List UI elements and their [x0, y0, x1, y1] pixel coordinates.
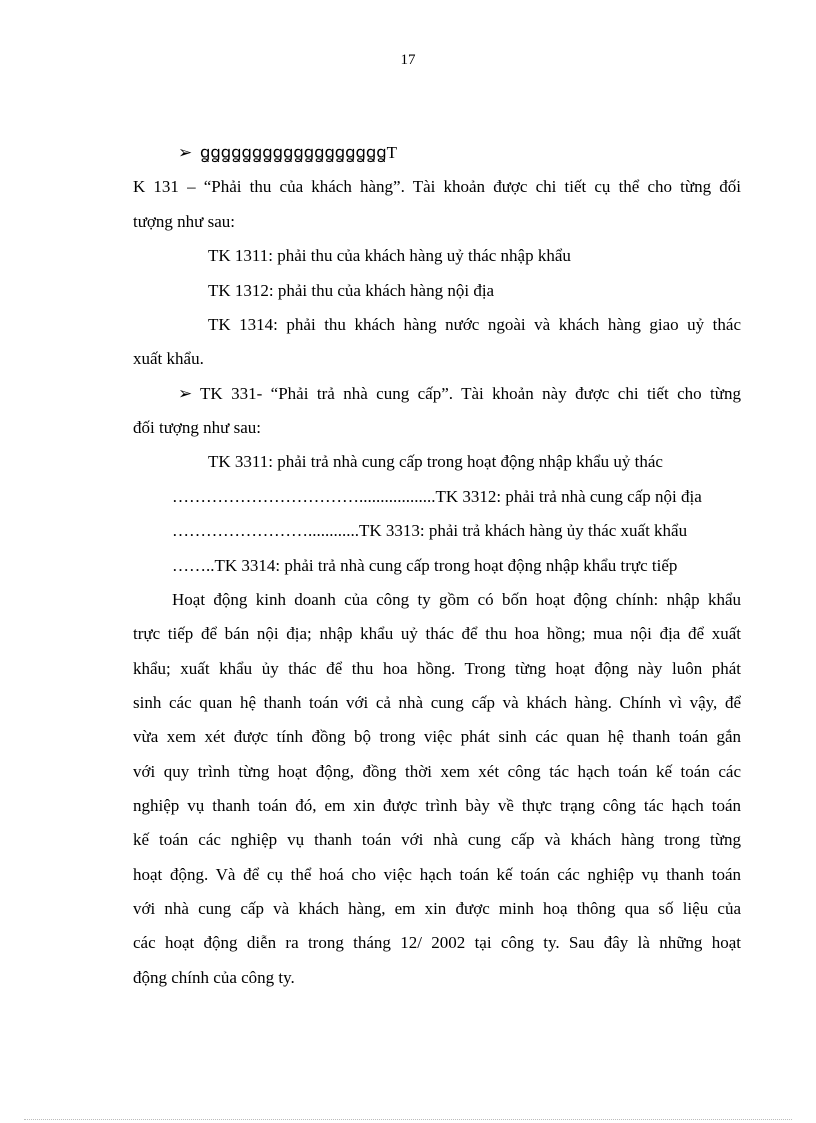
account-tk3312-line — [172, 486, 780, 508]
account-tk1311: TK 1311: phải thu của khách hàng uỷ thác nhập khẩu — [208, 246, 571, 265]
paragraph-line-1: Hoạt động kinh doanh của công ty gồm có bốn hoạt động chính: nhập khẩu — [172, 590, 741, 609]
account-tk1312: TK 1312: phải thu của khách hàng nội địa — [208, 281, 495, 300]
body-line-3: tượng như sau: — [133, 212, 236, 231]
paragraph-line-2: trực tiếp để bán nội địa; nhập khẩu uỷ thác để thu hoa hồng; mua nội địa để xuất — [133, 624, 741, 643]
leader-dots: …………………………….................. — [172, 487, 436, 506]
paragraph-line-9: hoạt động. Và để cụ thể hoá cho việc hạch toán kế toán các nghiệp vụ thanh toán — [133, 865, 741, 884]
account-tk3313-line — [172, 520, 780, 542]
paragraph-line-10: với nhà cung cấp và khách hàng, em xin được minh hoạ thông qua số liệu của — [133, 899, 741, 918]
garbled-bullet-line — [178, 142, 741, 164]
account-tk1314: TK 1314: phải thu khách hàng nước ngoài và khách hàng giao uỷ thác — [208, 315, 741, 334]
paragraph-line-11: các hoạt động diễn ra trong tháng 12/ 2002 tại công ty. Sau đây là những hoạt — [133, 933, 741, 952]
bullet-arrow-icon: ➢ — [178, 384, 193, 403]
paragraph-line-12: động chính của công ty. — [133, 968, 295, 987]
garbled-glyphs: ꬶꬶꬶꬶꬶꬶꬶꬶꬶꬶꬶꬶꬶꬶꬶꬶꬶꬶT — [200, 143, 398, 162]
body-line-2: K 131 – “Phải thu của khách hàng”. Tài khoản được chi tiết cụ thể cho từng đối — [133, 177, 741, 196]
paragraph-line-3: khẩu; xuất khẩu ủy thác để thu hoa hồng. Trong từng hoạt động này luôn phát — [133, 659, 741, 678]
leader-dots: ……………………............ — [172, 521, 359, 540]
paragraph-line-4: sinh các quan hệ thanh toán với cả nhà cung cấp và khách hàng. Chính vì vậy, để — [133, 693, 741, 712]
paragraph-line-6: với quy trình từng hoạt động, đồng thời xem xét công tác hạch toán kế toán các — [133, 762, 741, 781]
account-tk3313: TK 3313: phải trả khách hàng ủy thác xuất khẩu — [359, 521, 688, 540]
tk331-bullet-line — [178, 383, 741, 405]
bottom-divider — [24, 1119, 792, 1120]
page-number: 17 — [400, 52, 416, 68]
account-tk3312: TK 3312: phải trả nhà cung cấp nội địa — [435, 487, 702, 506]
paragraph-line-8: kế toán các nghiệp vụ thanh toán với nhà cung cấp và khách hàng trong từng — [133, 830, 741, 849]
bullet-arrow-icon: ➢ — [178, 143, 193, 162]
body-line-9: đối tượng như sau: — [133, 418, 261, 437]
account-tk1314-cont: xuất khẩu. — [133, 349, 204, 368]
leader-dots: …….. — [172, 556, 215, 575]
account-tk3314-line — [172, 555, 780, 577]
paragraph-line-7: nghiệp vụ thanh toán đó, em xin được trình bày về thực trạng công tác hạch toán — [133, 796, 741, 815]
tk331-heading: TK 331- “Phải trả nhà cung cấp”. Tài khoản này được chi tiết cho từng — [200, 384, 741, 403]
paragraph-line-5: vừa xem xét được tính đồng bộ trong việc phát sinh các quan hệ thanh toán gắn — [133, 727, 741, 746]
account-tk3314: TK 3314: phải trả nhà cung cấp trong hoạt động nhập khẩu trực tiếp — [214, 556, 678, 575]
account-tk3311: TK 3311: phải trả nhà cung cấp trong hoạt động nhập khẩu uỷ thác — [208, 452, 663, 471]
